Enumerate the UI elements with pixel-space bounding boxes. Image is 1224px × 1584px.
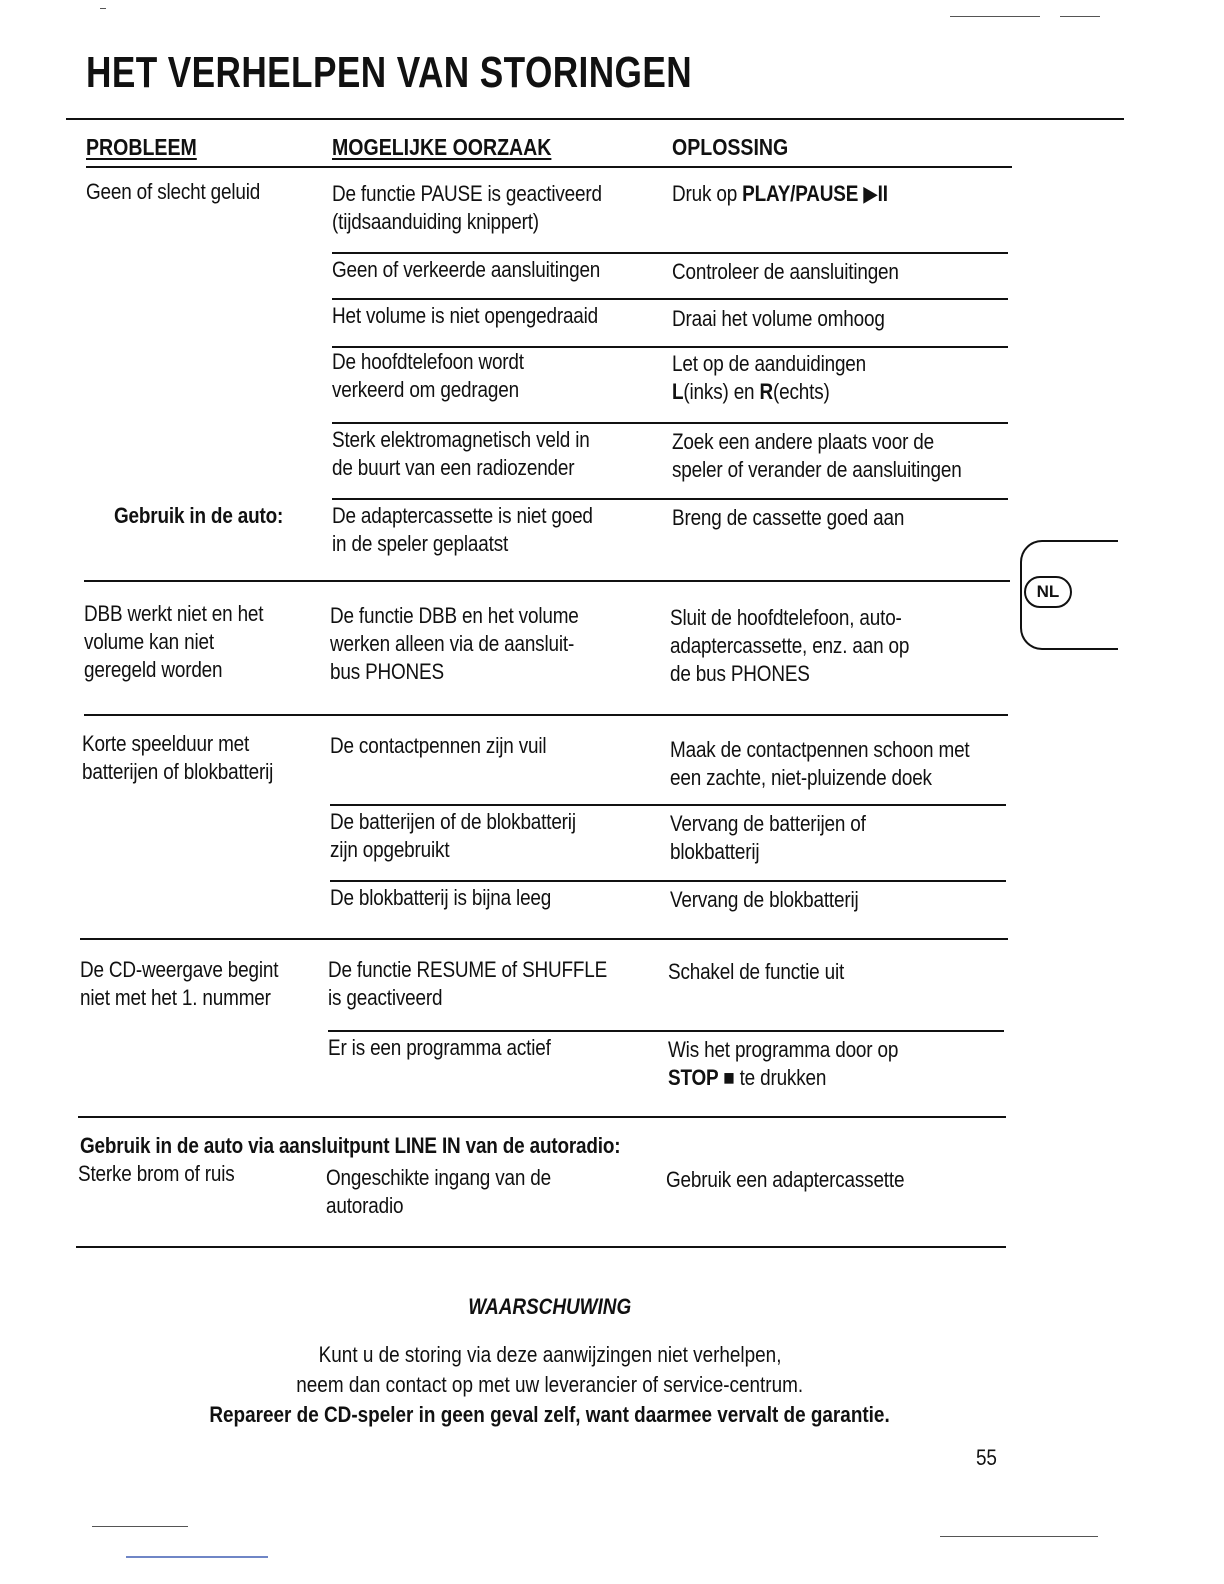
problem-line: DBB werkt niet en het <box>84 601 264 626</box>
solution-text: Druk op <box>672 181 743 206</box>
section-rule <box>84 714 1008 716</box>
solution-line: Breng de cassette goed aan <box>672 505 905 530</box>
row-rule <box>332 252 1008 254</box>
solution-bold: STOP ■ <box>668 1065 735 1090</box>
solution-line <box>668 1064 826 1092</box>
solution-line: Maak de contactpennen schoon met <box>670 737 970 762</box>
warning-line <box>0 1340 1100 1370</box>
solution-line: een zachte, niet-pluizende doek <box>670 765 932 790</box>
cause-line: Het volume is niet opengedraaid <box>332 303 599 328</box>
solution-text: (echts) <box>772 379 830 404</box>
cause-line: De functie DBB en het volume <box>330 603 579 628</box>
cause-line: de buurt van een radiozender <box>332 455 575 480</box>
heading-text: van de autoradio: <box>460 1133 621 1158</box>
car-line-in-heading <box>80 1132 620 1160</box>
cause-line: (tijdsaanduiding knippert) <box>332 209 539 234</box>
row-rule <box>332 498 1008 500</box>
cause-line: De batterijen of de blokbatterij <box>330 809 576 834</box>
solution-line: Vervang de blokbatterij <box>670 887 859 912</box>
problem-line: De CD-weergave begint <box>80 957 279 982</box>
solution-bold: L <box>672 379 684 404</box>
warning-text: Kunt u de storing via deze aanwijzingen niet verhelpen, <box>318 1342 782 1367</box>
cause-line: De adaptercassette is niet goed <box>332 503 593 528</box>
page-title: HET VERHELPEN VAN STORINGEN <box>86 48 693 97</box>
solution-line: adaptercassette, enz. aan op <box>670 633 910 658</box>
warning-text: neem dan contact op met uw leverancier of service-centrum. <box>296 1372 804 1397</box>
cause-line: werken alleen via de aansluit- <box>330 631 575 656</box>
solution-bold: PLAY/PAUSE ▶II <box>742 181 888 206</box>
scan-mark <box>950 16 1040 17</box>
solution-text: (inks) en <box>683 379 760 404</box>
page-number: 55 <box>976 1445 997 1470</box>
cause-line: Er is een programma actief <box>328 1035 551 1060</box>
solution-line: Zoek een andere plaats voor de <box>672 429 935 454</box>
solution-line: Gebruik een adaptercassette <box>666 1167 905 1192</box>
language-badge: NL <box>1024 576 1072 608</box>
section-rule <box>78 1116 1006 1118</box>
cause-line: Geen of verkeerde aansluitingen <box>332 257 601 282</box>
problem-line: Korte speelduur met <box>82 731 250 756</box>
section-rule <box>84 580 1010 582</box>
solution-line: speler of verander de aansluitingen <box>672 457 962 482</box>
scan-mark <box>92 1526 188 1527</box>
scan-mark <box>940 1536 1098 1537</box>
warning-line <box>0 1400 1100 1430</box>
cause-line: De hoofdtelefoon wordt <box>332 349 524 374</box>
header-solution: OPLOSSING <box>672 134 789 160</box>
heading-text: LINE IN <box>394 1133 461 1158</box>
warning-title <box>0 1292 1100 1322</box>
solution-line <box>672 378 830 406</box>
warning-text-bold: Repareer de CD-speler in geen geval zelf, want daarmee vervalt de garantie. <box>209 1402 891 1427</box>
scan-mark <box>126 1556 268 1558</box>
warning-title-text: WAARSCHUWING <box>468 1294 632 1319</box>
solution-bold: R <box>759 379 773 404</box>
cause-line: De functie RESUME of SHUFFLE <box>328 957 608 982</box>
cause-line: De blokbatterij is bijna leeg <box>330 885 552 910</box>
problem-line: geregeld worden <box>84 657 223 682</box>
cause-line: De functie PAUSE is geactiveerd <box>332 181 602 206</box>
cause-line: Ongeschikte ingang van de <box>326 1165 552 1190</box>
solution-line: Vervang de batterijen of <box>670 811 866 836</box>
solution-line: blokbatterij <box>670 839 760 864</box>
heading-text: Gebruik in de auto via aansluitpunt <box>80 1133 395 1158</box>
cause-line: De contactpennen zijn vuil <box>330 733 547 758</box>
scan-mark <box>100 8 106 9</box>
row-rule <box>328 1030 1004 1032</box>
row-rule <box>330 804 1006 806</box>
cause-line: verkeerd om gedragen <box>332 377 519 402</box>
solution-line: Wis het programma door op <box>668 1037 899 1062</box>
problem-line: Sterke brom of ruis <box>78 1161 235 1186</box>
cause-line: is geactiveerd <box>328 985 443 1010</box>
row-rule <box>332 298 1008 300</box>
problem-line: batterijen of blokbatterij <box>82 759 274 784</box>
solution-line: Schakel de functie uit <box>668 959 845 984</box>
problem-line: volume kan niet <box>84 629 214 654</box>
row-rule <box>330 880 1006 882</box>
header-problem: PROBLEEM <box>86 134 197 160</box>
section-rule <box>80 938 1008 940</box>
warning-line <box>0 1370 1100 1400</box>
problem-line: niet met het 1. nummer <box>80 985 271 1010</box>
solution-line <box>672 180 888 208</box>
solution-line: Sluit de hoofdtelefoon, auto- <box>670 605 902 630</box>
section-rule <box>76 1246 1006 1248</box>
solution-text: te drukken <box>734 1065 827 1090</box>
row-rule <box>332 422 1008 424</box>
solution-line: Controleer de aansluitingen <box>672 259 899 284</box>
solution-line: de bus PHONES <box>670 661 810 686</box>
header-cause: MOGELIJKE OORZAAK <box>332 134 552 160</box>
cause-line: Sterk elektromagnetisch veld in <box>332 427 590 452</box>
cause-line: zijn opgebruikt <box>330 837 450 862</box>
car-use-label: Gebruik in de auto: <box>114 503 284 528</box>
header-rule <box>86 166 1012 168</box>
problem-no-sound: Geen of slecht geluid <box>86 179 261 204</box>
scan-mark <box>1060 16 1100 17</box>
cause-line: autoradio <box>326 1193 404 1218</box>
title-rule <box>66 118 1124 120</box>
solution-line: Let op de aanduidingen <box>672 351 867 376</box>
cause-line: bus PHONES <box>330 659 444 684</box>
cause-line: in de speler geplaatst <box>332 531 509 556</box>
solution-line: Draai het volume omhoog <box>672 306 885 331</box>
